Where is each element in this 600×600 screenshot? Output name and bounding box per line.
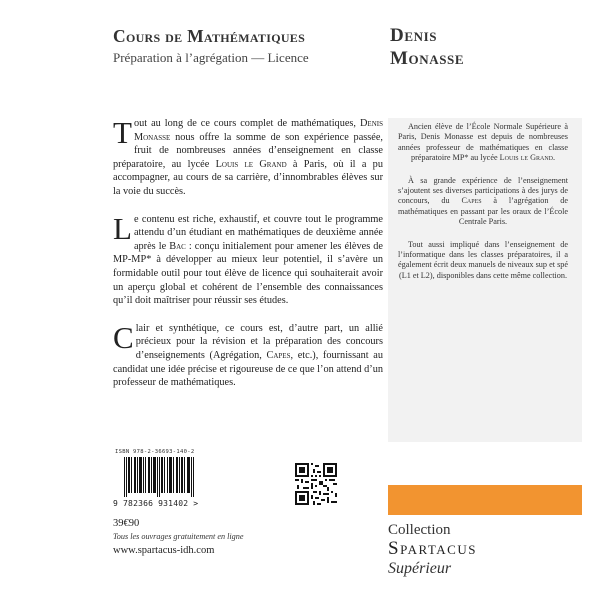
blurb-text: e contenu est riche, exhaustif, et couvre tout le programme attendu d’un étudiant en mathématiques de deuxième année après le	[133, 213, 383, 252]
website-link[interactable]: www.spartacus-idh.com	[113, 545, 215, 556]
capes-mention: Capes	[266, 349, 291, 361]
blurb-text: à Paris, où il a pu accompagner, au cours de sa carrière, d’innombrables élèves sur la voie du succès.	[113, 158, 383, 197]
bac-mention: Bac	[169, 240, 186, 252]
collection-name: Spartacus	[388, 538, 477, 559]
blurb-text: out au long de ce cours complet de mathématiques,	[133, 118, 360, 129]
barcode-icon	[124, 457, 196, 497]
blurb-text: nous offre la somme de son expérience passée, fruit de nombreuses années d’enseignement en classe préparatoire, au lycée	[113, 131, 383, 170]
blurb-paragraph-2	[113, 210, 383, 308]
blurb-text: : conçu initialement pour amener les élèves de MP-MP* à développer au mieux leur potentiel, il s’avère un formidable outil pour tout élève de licence qui souhaiterait avoir un aperçu global et cohérent de l’ensemble des connaissances qu’il doit maîtriser pour réussir ses études.	[113, 240, 383, 307]
collection-label: Collection	[388, 522, 451, 538]
bio-text: .	[552, 153, 556, 163]
dropcap: T	[113, 115, 132, 150]
dropcap: C	[113, 319, 134, 355]
capes-mention: Capes	[461, 196, 482, 206]
blurb-paragraph-1	[113, 117, 383, 199]
author-bio	[398, 122, 568, 293]
author-name	[390, 24, 464, 70]
book-subtitle: Préparation à l’agrégation — Licence	[113, 50, 309, 65]
free-online-note: Tous les ouvrages gratuitement en ligne	[113, 532, 244, 541]
bio-text: Ancien élève de l’École Normale Supérieure à Paris, Denis Monasse est depuis de nombreuses années professeur de mathématiques en classe préparatoire MP* au lycée	[398, 122, 568, 163]
author-mention: Denis Monasse	[133, 118, 383, 143]
barcode-digits: 9 782366 931402 >	[113, 499, 199, 508]
collection-series: Supérieur	[388, 560, 452, 577]
bio-paragraph-3: Tout aussi impliqué dans l’enseignement de l’informatique dans les classes préparatoires, il a également écrit deux manuels de niveaux sup et spé (L1 et L2), disponibles dans cette même collection.	[398, 239, 568, 280]
blurb-text: lair et synthétique, ce cours est, d’autre part, un allié précieux pour la révision et la préparation des concours d’enseignements (Agrégation,	[135, 322, 383, 361]
isbn-label: ISBN 978-2-36693-140-2	[115, 449, 195, 455]
lycee-mention: Louis le Grand	[499, 153, 553, 163]
dropcap: L	[113, 210, 132, 246]
blurb	[113, 117, 383, 404]
qr-code-icon[interactable]	[295, 463, 337, 505]
bio-paragraph-2	[398, 176, 568, 228]
blurb-text: , etc.), fournissant au candidat une idée précise et rigoureuse de ce que l’on attend d’un professeur de mathématiques.	[113, 349, 384, 389]
lycee-mention: Louis le Grand	[215, 158, 287, 170]
author-last-name: Monasse	[390, 48, 465, 69]
author-bio-panel	[388, 118, 582, 442]
bio-text: à l’agrégation de mathématiques en passant par les oraux de l’École Centrale Paris.	[398, 196, 568, 227]
price: 39€90	[113, 518, 140, 529]
bio-text: À sa grande expérience de l’enseignement s’ajoutent ses diverses participations à des jurys de concours, du	[398, 175, 568, 206]
bio-paragraph-1	[398, 122, 568, 164]
collection-color-band	[388, 485, 582, 515]
book-title: Cours de Mathématiques	[113, 26, 306, 46]
blurb-paragraph-3	[113, 319, 384, 390]
author-first-name: Denis	[390, 25, 438, 46]
